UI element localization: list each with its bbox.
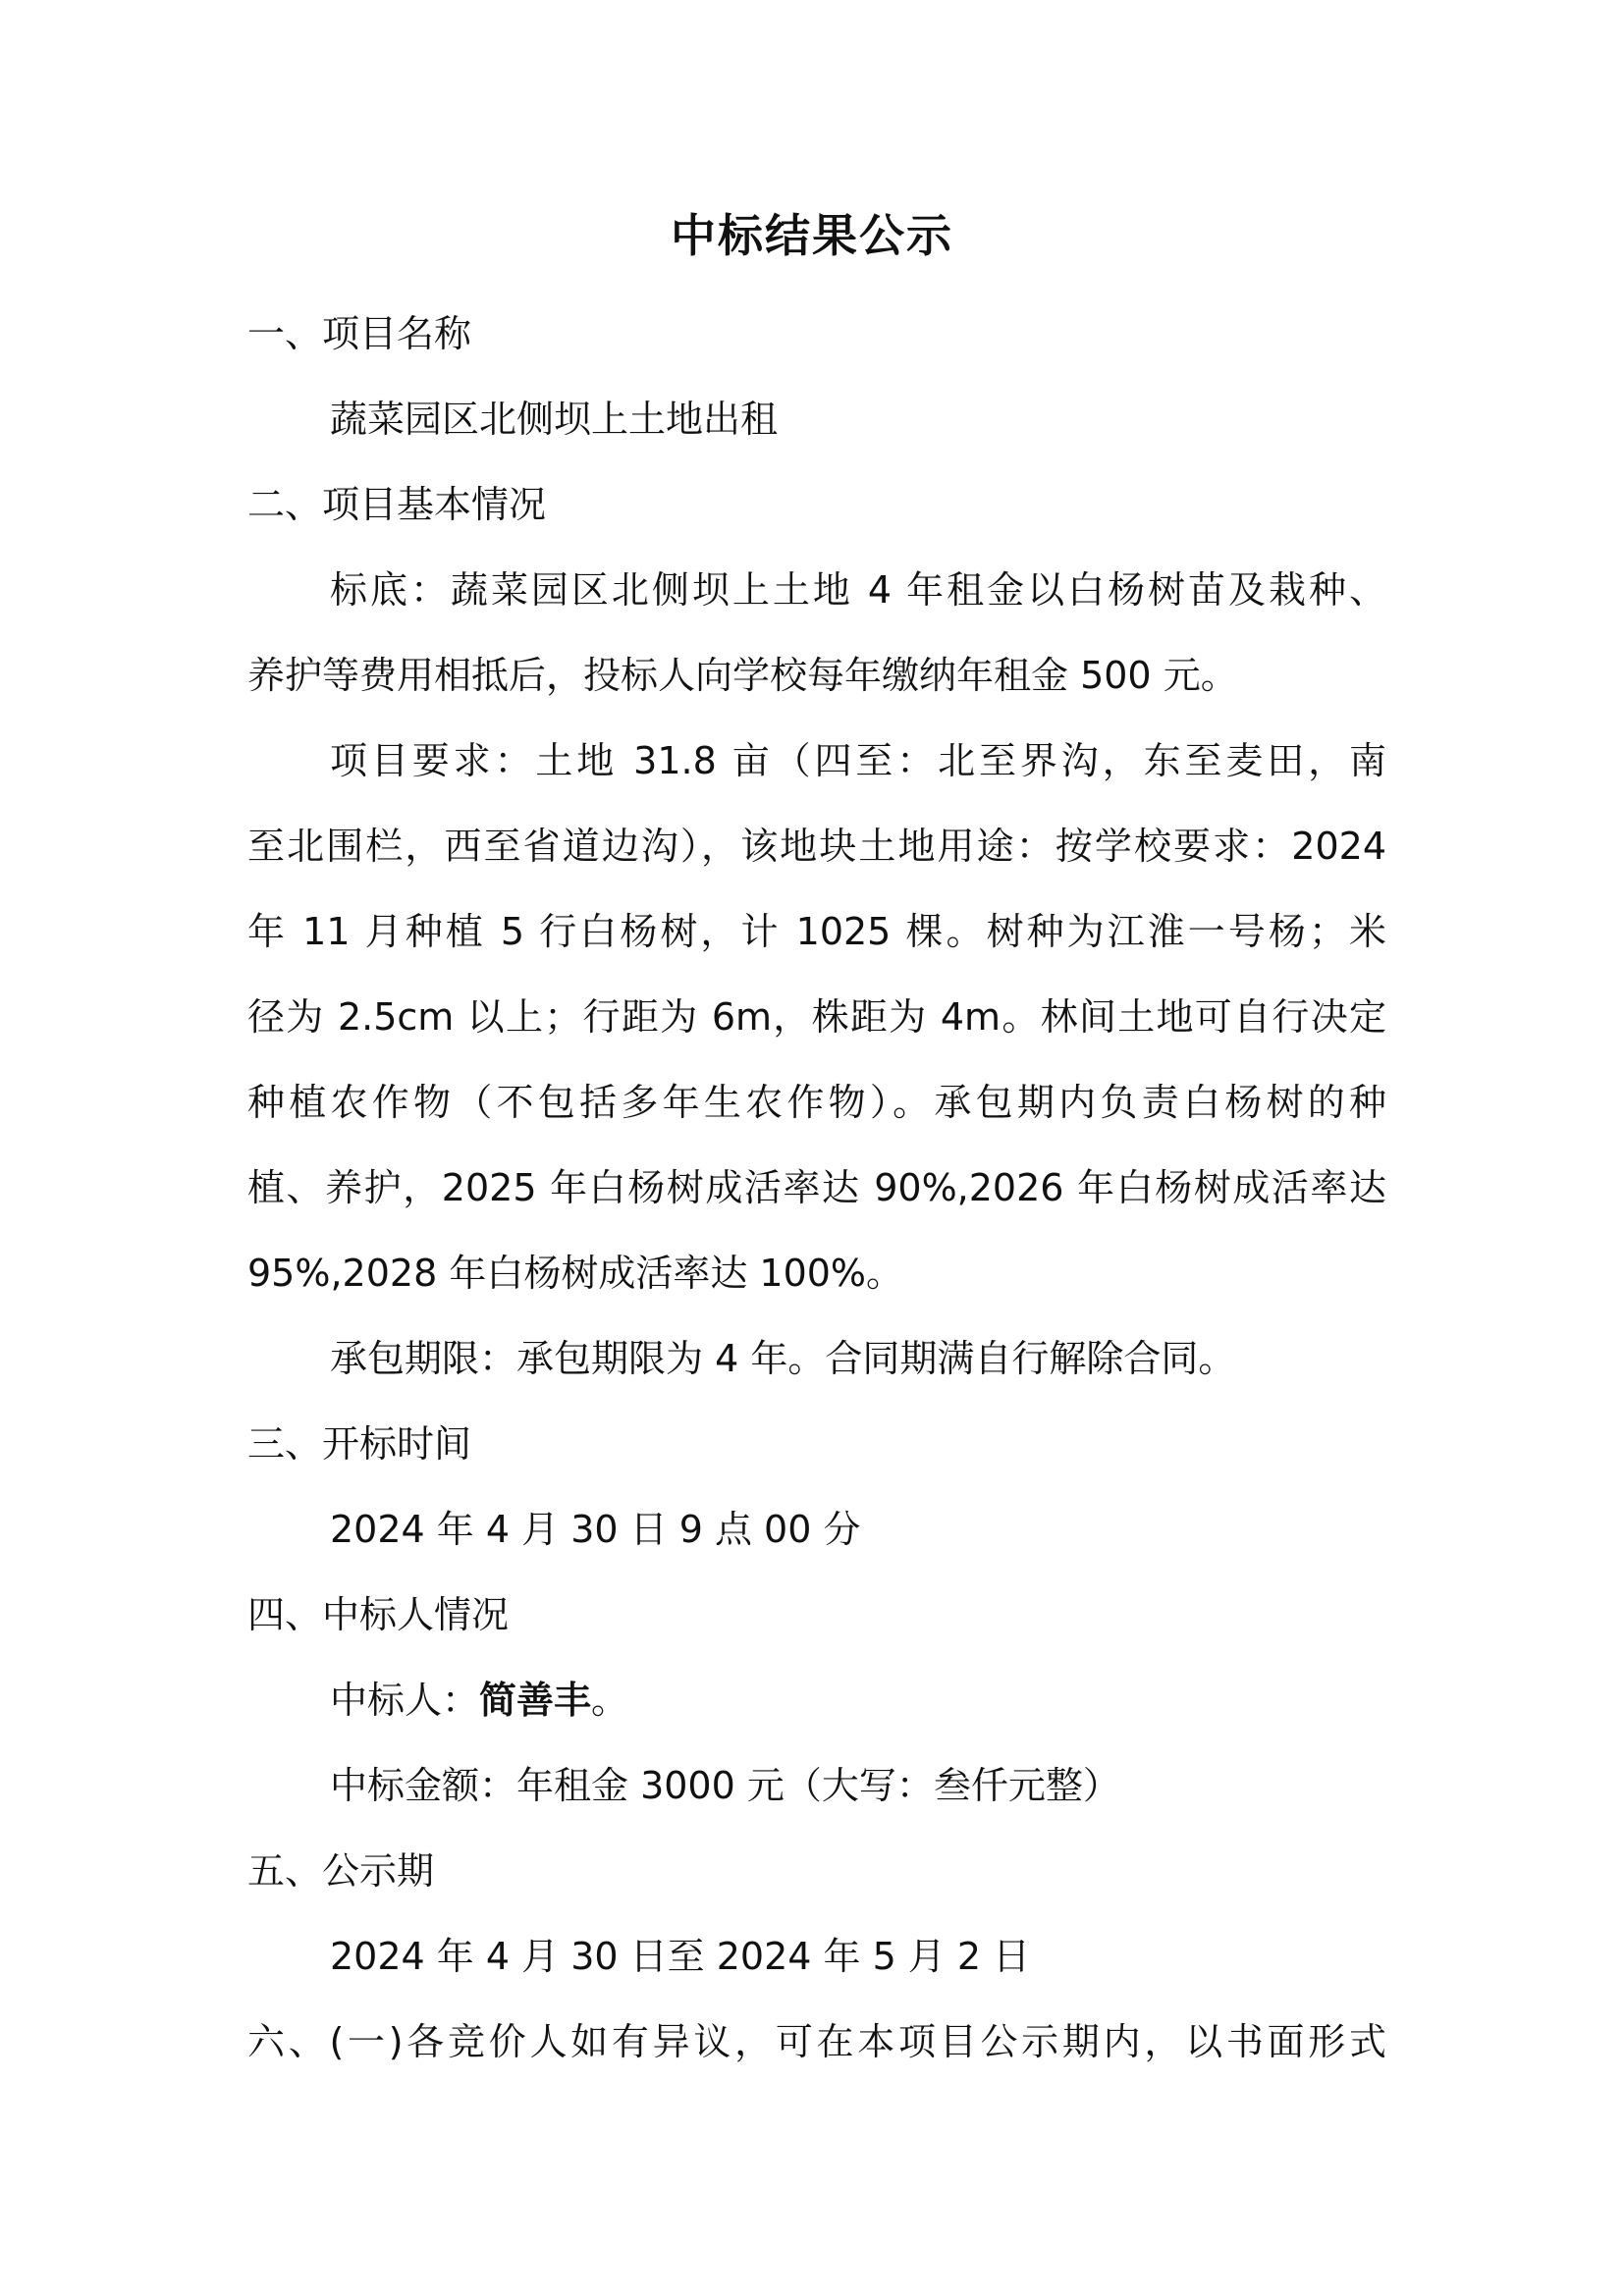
page-title: 中标结果公示 — [671, 209, 953, 262]
winner-end: 。 — [591, 1679, 629, 1722]
section-1-heading: 一、项目名称 — [247, 312, 472, 355]
requirements-line-1: 项目要求：土地 31.8 亩（四至：北至界沟，东至麦田，南 — [330, 739, 1386, 782]
requirements-line-3: 年 11 月种植 5 行白杨树，计 1025 棵。树种为江淮一号杨；米 — [247, 910, 1386, 953]
requirements-line-5: 种植农作物（不包括多年生农作物）。承包期内负责白杨树的种 — [247, 1081, 1386, 1124]
section-2-heading: 二、项目基本情况 — [247, 483, 547, 526]
section-4-heading: 四、中标人情况 — [247, 1593, 510, 1636]
publicity-period: 2024 年 4 月 30 日至 2024 年 5 月 2 日 — [330, 1935, 1031, 1978]
base-price-line-1: 标底：蔬菜园区北侧坝上土地 4 年租金以白杨树苗及栽种、 — [330, 568, 1386, 612]
section-3-heading: 三、开标时间 — [247, 1422, 472, 1466]
base-price-line-2: 养护等费用相抵后，投标人向学校每年缴纳年租金 500 元。 — [247, 654, 1238, 697]
requirements-line-7: 95%,2028 年白杨树成活率达 100%。 — [247, 1252, 904, 1295]
project-name: 蔬菜园区北侧坝上土地出租 — [330, 398, 779, 441]
winning-amount: 中标金额：年租金 3000 元（大写：叁仟元整） — [330, 1764, 1120, 1807]
section-6-line-1: 六、(一)各竞价人如有异议，可在本项目公示期内，以书面形式 — [247, 2020, 1386, 2063]
section-5-heading: 五、公示期 — [247, 1849, 435, 1893]
winner-label: 中标人： — [330, 1679, 480, 1722]
requirements-line-2: 至北围栏，西至省道边沟），该地块土地用途：按学校要求：2024 — [247, 825, 1386, 868]
requirements-line-4: 径为 2.5cm 以上；行距为 6m，株距为 4m。林间土地可自行决定 — [247, 995, 1386, 1039]
requirements-line-6: 植、养护，2025 年白杨树成活率达 90%,2026 年白杨树成活率达 — [247, 1166, 1386, 1209]
bid-opening-time: 2024 年 4 月 30 日 9 点 00 分 — [330, 1508, 861, 1551]
winner-line — [247, 1658, 1386, 1743]
document-body — [247, 292, 1386, 2085]
winner-name: 简善丰 — [479, 1679, 592, 1722]
contract-term: 承包期限：承包期限为 4 年。合同期满自行解除合同。 — [330, 1337, 1236, 1380]
